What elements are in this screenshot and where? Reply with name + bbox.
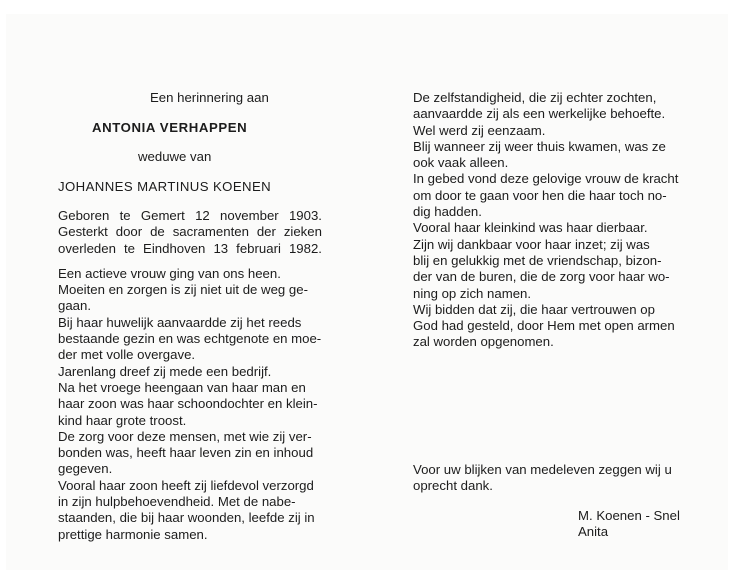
left-column — [58, 208, 322, 543]
right-column — [413, 90, 713, 351]
text-line: Vooral haar kleinkind was haar dierbaar. — [413, 220, 648, 236]
text-line: ning op zich namen. — [413, 285, 532, 301]
birth-line: overleden te Eindhoven 13 februari 1982. — [58, 240, 322, 256]
text-line: staanden, die bij haar woonden, leefde zij in — [58, 510, 315, 526]
text-line: kind haar grote troost. — [58, 412, 187, 428]
text-line: Wel werd zij eenzaam. — [413, 122, 546, 138]
text-line: Bij haar huwelijk aanvaardde zij het reeds — [58, 314, 302, 330]
text-line: haar zoon was haar schoondochter en klein- — [58, 396, 318, 412]
text-line: ook vaak alleen. — [413, 155, 509, 171]
text-line: gegeven. — [58, 461, 113, 477]
text-line: aanvaardde zij als een werkelijke behoefte. — [413, 106, 666, 122]
text-line: Moeiten en zorgen is zij niet uit de weg ge- — [58, 282, 308, 298]
text-line: De zelfstandigheid, die zij echter zochten, — [413, 90, 657, 105]
birth-line: Geboren te Gemert 12 november 1903. — [58, 208, 322, 223]
intro-text: Een herinnering aan — [150, 90, 269, 105]
text-line: gaan. — [58, 298, 92, 314]
text-line: Jarenlang dreef zij mede een bedrijf. — [58, 363, 272, 379]
birth-line: Gesterkt door de sacramenten der zieken — [58, 224, 322, 240]
text-line: De zorg voor deze mensen, met wie zij ver- — [58, 428, 312, 444]
signature — [578, 508, 718, 541]
text-line: der van de buren, die de zorg voor haar wo- — [413, 269, 670, 285]
husband-name: JOHANNES MARTINUS KOENEN — [58, 179, 272, 194]
text-line: In gebed vond deze gelovige vrouw de kracht — [413, 171, 679, 187]
text-line: Wij bidden dat zij, die haar vertrouwen op — [413, 301, 655, 317]
signature-line: M. Koenen - Snel — [578, 508, 680, 523]
text-line: dig hadden. — [413, 204, 482, 220]
text-line: God had gesteld, door Hem met open armen — [413, 318, 675, 334]
relation-text: weduwe van — [138, 149, 212, 164]
text-line: Vooral haar zoon heeft zij liefdevol verzorgd — [58, 477, 314, 493]
text-line: om door te gaan voor hen die haar toch no- — [413, 187, 667, 203]
signature-line: Anita — [578, 524, 609, 540]
text-line: prettige harmonie samen. — [58, 526, 208, 542]
text-line: Blij wanneer zij weer thuis kwamen, was ze — [413, 138, 666, 154]
text-line: bonden was, heeft haar leven zin en inhoud — [58, 445, 314, 461]
text-line: Zijn wij dankbaar voor haar inzet; zij was — [413, 236, 650, 252]
thanks-line: oprecht dank. — [413, 478, 493, 494]
text-line: zal worden opgenomen. — [413, 334, 554, 350]
text-line: der met volle overgave. — [58, 347, 196, 363]
thanks-line: Voor uw blijken van medeleven zeggen wij u — [413, 462, 672, 477]
text-line: bestaande gezin en was echtgenote en moe- — [58, 331, 322, 347]
text-line: in zijn hulpbehoevendheid. Met de nabe- — [58, 494, 296, 510]
text-line: blij en gelukkig met de vriendschap, bizon- — [413, 252, 662, 268]
text-line: Na het vroege heengaan van haar man en — [58, 379, 306, 395]
thanks-text — [413, 462, 713, 495]
text-line: Een actieve vrouw ging van ons heen. — [58, 265, 281, 281]
deceased-name: ANTONIA VERHAPPEN — [92, 120, 248, 135]
